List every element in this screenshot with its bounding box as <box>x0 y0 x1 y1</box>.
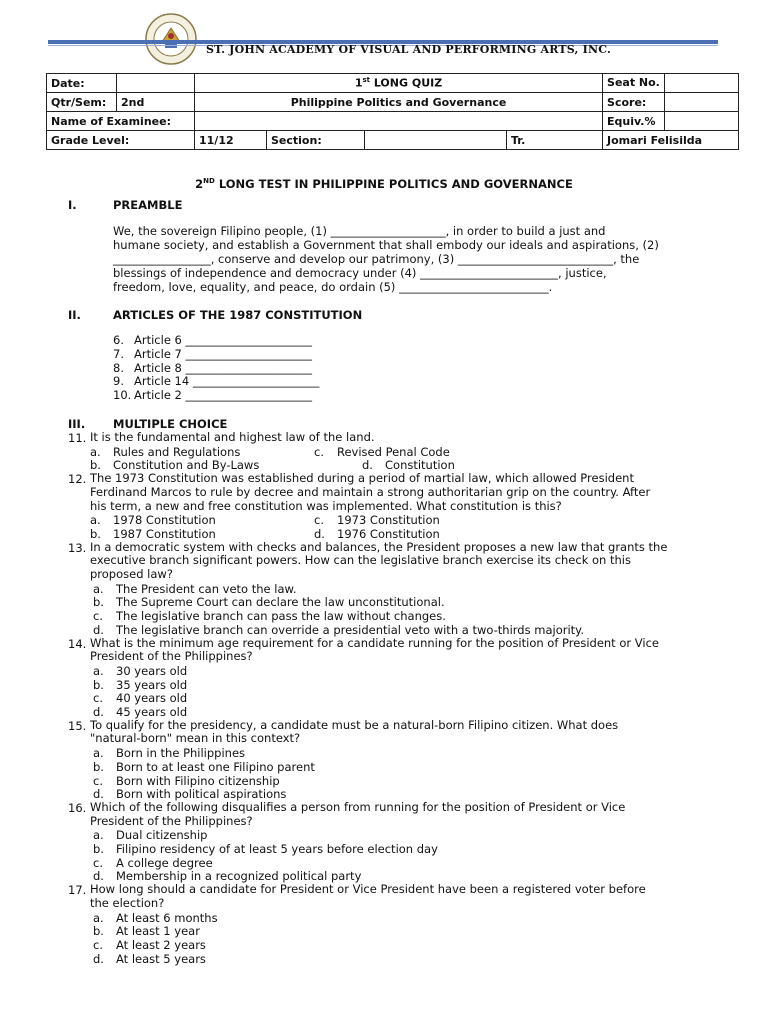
question-number: 17. <box>68 883 87 898</box>
seat-label: Seat No. <box>603 74 665 93</box>
score-label: Score: <box>603 93 665 112</box>
preamble-line: We, the sovereign Filipino people, (1) ____________________, in order to build a just and <box>113 224 606 238</box>
tr-label: Tr. <box>507 131 603 150</box>
option-letter: a. <box>93 581 104 596</box>
answer-option[interactable] <box>314 445 450 459</box>
articles-list <box>113 334 319 403</box>
section2-heading: ARTICLES OF THE 1987 CONSTITUTION <box>113 308 363 322</box>
section-value[interactable] <box>365 131 507 150</box>
option-text: Dual citizenship <box>116 828 208 843</box>
question-number: 11. <box>68 431 87 445</box>
preamble-line: blessings of independence and democracy under (4) ________________________, justice, <box>113 266 607 280</box>
grade-value: 11/12 <box>195 131 267 150</box>
section1-number: I. <box>68 198 77 212</box>
date-label: Date: <box>47 74 117 93</box>
qtr-value: 2nd <box>117 93 195 112</box>
option-text: Membership in a recognized political party <box>116 869 362 884</box>
option-letter: c. <box>93 773 103 788</box>
question-text: What is the minimum age requirement for a candidate running for the position of President or Vice <box>90 635 659 650</box>
answer-option[interactable] <box>93 760 315 774</box>
option-text: The President can veto the law. <box>116 581 297 596</box>
section1-heading: PREAMBLE <box>113 198 183 212</box>
answer-option[interactable] <box>93 582 297 596</box>
answer-option[interactable] <box>93 938 206 952</box>
preamble-line: freedom, love, equality, and peace, do ordain (5) __________________________. <box>113 280 553 294</box>
option-letter: c. <box>93 609 103 624</box>
section-label: Section: <box>267 131 365 150</box>
answer-option[interactable] <box>93 691 187 705</box>
question-text: The 1973 Constitution was established during a period of martial law, which allowed President <box>90 471 634 486</box>
answer-option[interactable] <box>93 924 200 938</box>
option-letter: b. <box>93 595 104 610</box>
option-text: 1987 Constitution <box>113 526 216 541</box>
preamble-line: humane society, and establish a Government that shall embody our ideals and aspirations, (2) <box>113 238 659 252</box>
answer-option[interactable] <box>93 952 206 966</box>
option-text: A college degree <box>116 855 213 870</box>
option-letter: a. <box>93 746 104 761</box>
option-letter: d. <box>93 951 104 966</box>
option-text: 1976 Constitution <box>337 526 440 541</box>
question-number: 12. <box>68 472 87 487</box>
subject: Philippine Politics and Governance <box>195 93 603 112</box>
answer-option[interactable] <box>93 842 438 856</box>
option-text: 30 years old <box>116 663 188 678</box>
answer-option[interactable] <box>93 678 187 692</box>
answer-option[interactable] <box>93 856 213 870</box>
answer-option[interactable] <box>90 527 216 541</box>
answer-option[interactable] <box>93 746 245 760</box>
quiz-label: 1st LONG QUIZ <box>195 74 603 93</box>
answer-option[interactable] <box>90 513 216 527</box>
question-text: the election? <box>90 895 165 910</box>
question-text: To qualify for the presidency, a candidate must be a natural-born Filipino citizen. What does <box>90 717 619 732</box>
option-text: Revised Penal Code <box>337 444 450 459</box>
qtr-label: Qtr/Sem: <box>47 93 117 112</box>
question <box>68 719 720 746</box>
answer-option[interactable] <box>93 664 187 678</box>
school-seal-icon <box>144 12 198 66</box>
answer-option[interactable] <box>93 623 584 637</box>
question-text: In a democratic system with checks and balances, the President proposes a new law that grants the <box>90 539 668 554</box>
question <box>68 883 720 910</box>
option-text: 35 years old <box>116 677 188 692</box>
option-letter: d. <box>93 787 104 802</box>
name-value[interactable] <box>195 112 603 131</box>
option-letter: b. <box>93 924 104 939</box>
question-number: 16. <box>68 800 87 815</box>
option-letter: b. <box>93 677 104 692</box>
option-text: At least 6 months <box>116 910 218 925</box>
option-text: Rules and Regulations <box>113 444 241 459</box>
question <box>68 541 720 582</box>
seat-value[interactable] <box>665 74 739 93</box>
option-letter: a. <box>90 513 101 528</box>
preamble-text <box>113 224 713 294</box>
question <box>68 801 720 828</box>
answer-option[interactable] <box>93 609 446 623</box>
option-text: 45 years old <box>116 705 188 719</box>
option-text: 1973 Constitution <box>337 513 440 528</box>
option-text: At least 1 year <box>116 924 200 939</box>
option-letter: c. <box>314 444 324 459</box>
section3-heading: MULTIPLE CHOICE <box>113 417 228 431</box>
section3-number: III. <box>68 417 86 431</box>
question-number: 15. <box>68 718 87 733</box>
option-text: The Supreme Court can declare the law unconstitutional. <box>116 595 445 610</box>
option-letter: c. <box>93 855 103 870</box>
question <box>68 637 720 664</box>
equiv-value[interactable] <box>665 112 739 131</box>
option-text: Constitution <box>385 458 455 473</box>
option-letter: d. <box>93 622 104 637</box>
question-number: 14. <box>68 636 87 651</box>
option-text: 1978 Constitution <box>113 513 216 528</box>
option-text: Filipino residency of at least 5 years before election day <box>116 842 438 856</box>
answer-option[interactable] <box>93 911 218 925</box>
option-text: At least 2 years <box>116 937 206 952</box>
question-text: Ferdinand Marcos to rule by decree and maintain a strong authoritarian grip on the country. After <box>90 484 651 499</box>
option-letter: d. <box>93 869 104 884</box>
equiv-label: Equiv.% <box>603 112 665 131</box>
list-item: 6. Article 6 ______________________ <box>113 333 313 347</box>
answer-option[interactable] <box>93 595 445 609</box>
exam-info-table <box>46 73 739 150</box>
question <box>68 431 720 445</box>
question <box>68 472 720 513</box>
option-letter: d. <box>93 705 104 719</box>
option-letter: a. <box>93 663 104 678</box>
question-text: Which of the following disqualifies a person from running for the position of President or Vice <box>90 799 626 814</box>
teacher-name: Jomari Felisilda <box>603 131 739 150</box>
score-value[interactable] <box>665 93 739 112</box>
answer-option[interactable] <box>93 774 280 788</box>
option-text: Constitution and By-Laws <box>113 458 260 473</box>
option-text: Born with Filipino citizenship <box>116 773 280 788</box>
grade-label: Grade Level: <box>47 131 195 150</box>
question-text: executive branch significant powers. How can the legislative branch exercise its check on this <box>90 553 631 568</box>
question-text: "natural-born" mean in this context? <box>90 731 301 746</box>
list-item: 9. Article 14 ______________________ <box>113 374 320 389</box>
question-text: How long should a candidate for President or Vice President have been a registered voter before <box>90 882 646 897</box>
preamble-line: _________________, conserve and develop our patrimony, (3) ___________________________, the <box>113 252 640 266</box>
list-item: 10. Article 2 ______________________ <box>113 388 313 403</box>
list-item: 7. Article 7 ______________________ <box>113 346 313 361</box>
option-letter: b. <box>90 526 101 541</box>
answer-option[interactable] <box>93 828 207 842</box>
option-letter: c. <box>93 691 103 706</box>
option-letter: b. <box>93 842 104 856</box>
option-text: Born to at least one Filipino parent <box>116 759 315 774</box>
name-label: Name of Examinee: <box>47 112 195 131</box>
answer-option[interactable] <box>314 513 440 527</box>
question-text: proposed law? <box>90 567 173 581</box>
option-letter: a. <box>93 828 104 843</box>
date-value[interactable] <box>117 74 195 93</box>
question-text: It is the fundamental and highest law of the land. <box>90 430 375 444</box>
section2-number: II. <box>68 308 81 322</box>
school-name: ST. JOHN ACADEMY OF VISUAL AND PERFORMING ARTS, INC. <box>206 43 611 56</box>
option-text: Born with political aspirations <box>116 787 287 802</box>
option-text: Born in the Philippines <box>116 746 246 761</box>
option-letter: d. <box>314 526 325 541</box>
answer-option[interactable] <box>314 527 440 541</box>
question-text: President of the Philippines? <box>90 813 253 828</box>
option-text: The legislative branch can pass the law without changes. <box>116 609 446 624</box>
option-letter: a. <box>93 910 104 925</box>
question-text: President of the Philippines? <box>90 649 253 664</box>
list-item: 8. Article 8 ______________________ <box>113 360 313 375</box>
option-letter: c. <box>93 937 103 952</box>
option-letter: b. <box>90 458 101 473</box>
question-number: 13. <box>68 540 87 555</box>
option-letter: d. <box>362 458 373 473</box>
option-text: 40 years old <box>116 691 188 706</box>
option-letter: b. <box>93 759 104 774</box>
question-text: his term, a new and free constitution was implemented. What constitution is this? <box>90 498 562 513</box>
answer-option[interactable] <box>90 445 240 459</box>
option-letter: a. <box>90 444 101 459</box>
answer-option[interactable] <box>93 705 187 719</box>
page-title: 2ND LONG TEST IN PHILIPPINE POLITICS AND GOVERNANCE <box>195 177 573 191</box>
option-letter: c. <box>314 513 324 528</box>
option-text: At least 5 years <box>116 951 206 966</box>
option-text: The legislative branch can override a presidential veto with a two-thirds majority. <box>116 622 584 637</box>
